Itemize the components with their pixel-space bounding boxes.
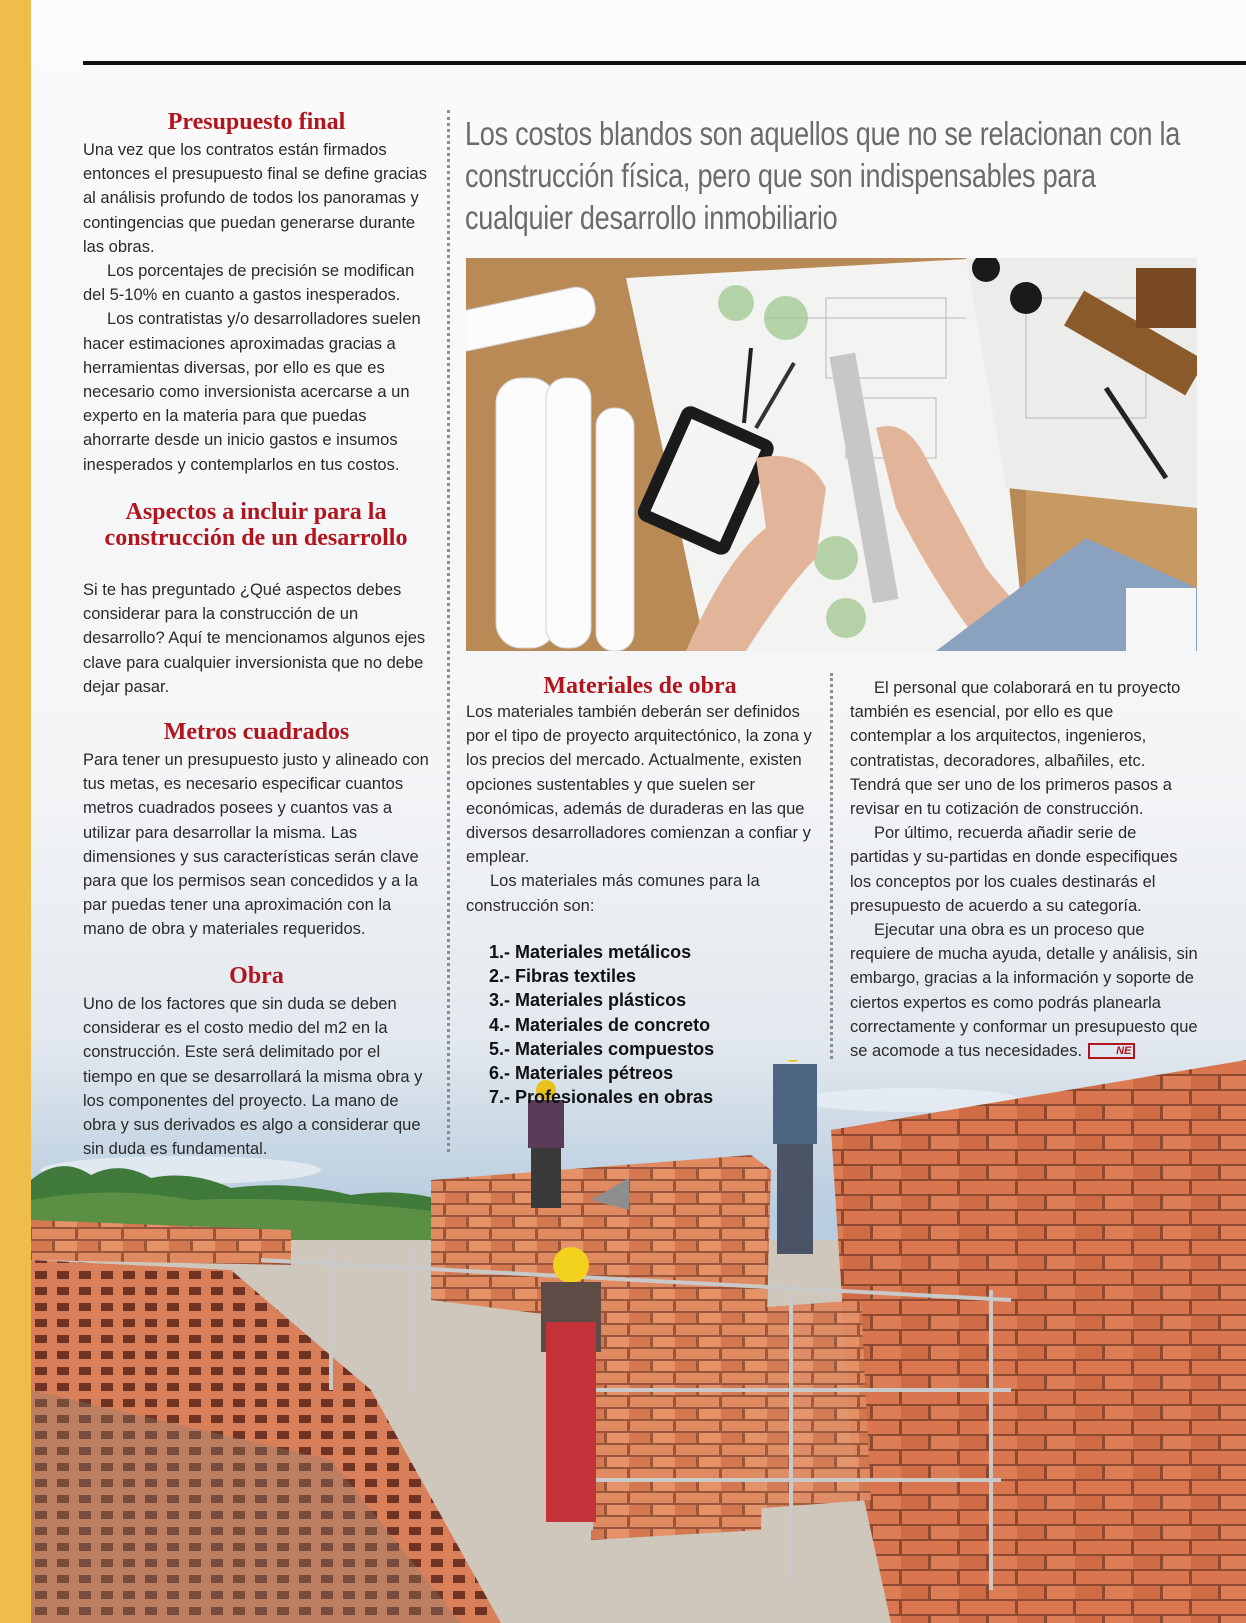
heading-obra: Obra <box>229 963 284 989</box>
column-divider-left <box>447 110 450 1152</box>
heading-metros-cuadrados: Metros cuadrados <box>163 719 350 745</box>
page-edge-accent <box>0 0 31 1623</box>
paragraph: Los materiales más comunes para la construcción son: <box>466 872 760 915</box>
paragraph: Una vez que los contratos están firmados entonces el presupuesto final se define gracias al análisis profundo de todos los panoramas y contingencias que puedan generarse durante las obras. <box>83 141 427 256</box>
paragraph: El personal que colaborará en tu proyecto también es esencial, por ello es que contemplar a los arquitectos, ingenieros, contratistas, decoradores, albañiles, etc. Tendrá que ser uno de los primeros pasos a revisar en tu cotización de construcción. <box>850 679 1181 819</box>
heading-presupuesto-final: Presupuesto final <box>167 109 346 135</box>
top-rule <box>83 61 1246 65</box>
paragraph: Los porcentajes de precisión se modifican del 5-10% en cuanto a gastos inesperados. <box>83 262 415 305</box>
heading-aspectos-a-incluir: Aspectos a incluir para la construcción de un desarrollo <box>104 499 408 551</box>
list-item: 6.- Materiales pétreos <box>489 1063 674 1084</box>
paragraph: Los contratistas y/o desarrolladores suelen hacer estimaciones aproximadas gracias a herramientas diversas, por ello es que es necesario como inversionista acercarse a un experto en la materia para que puedas ahorrarte desde un inicio gastos e insumos inesperados y contemplarlos en tus costos. <box>83 310 421 474</box>
list-item: 3.- Materiales plásticos <box>489 990 687 1011</box>
paragraph: Para tener un presupuesto justo y alineado con tus metas, es necesario especificar cuantos metros cuadrados posees y cuantos vas a utilizar para desarrollar la misma. Las dimensiones y sus características serán clave para que los permisos sean concedidos y a la par puedas tener una aproximación con la mano de obra y materiales requeridos. <box>83 751 429 939</box>
materials-list <box>489 940 714 1109</box>
materiales-body <box>466 700 816 918</box>
pull-quote: Los costos blandos son aquellos que no se relacionan con la construcción física, pero que son indispensables para cualquier desarrollo inmobiliario <box>465 115 1181 236</box>
paragraph: Por último, recuerda añadir serie de partidas y su-partidas en donde especifiques los conceptos por los cuales destinarás el presupuesto de acuerdo a su categoría. <box>850 824 1178 915</box>
obra-body <box>83 992 433 1161</box>
presupuesto-body <box>83 138 433 477</box>
paragraph: Los materiales también deberán ser definidos por el tipo de proyecto arquitectónico, la zona y los precios del mercado. Actualmente, existen opciones sustentables y que suelen ser económicas, además de duraderas en las que diversos desarrolladores comienzan a confiar y emplear. <box>466 703 812 867</box>
metros-body <box>83 748 433 942</box>
list-item: 4.- Materiales de concreto <box>489 1014 711 1035</box>
end-of-article-mark: NE <box>1088 1043 1135 1059</box>
architect-desk-photo <box>466 258 1197 651</box>
heading-materiales-de-obra: Materiales de obra <box>543 673 737 699</box>
paragraph: Uno de los factores que sin duda se deben considerar es el costo medio del m2 en la construcción. Este será delimitado por el tiempo en que se desarrollará la misma obra y los componentes del proyecto. La mano de obra y sus derivados es algo a considerar que sin duda es fundamental. <box>83 995 423 1159</box>
list-item: 5.- Materiales compuestos <box>489 1038 715 1059</box>
list-item: 1.- Materiales metálicos <box>489 942 692 962</box>
list-item: 2.- Fibras textiles <box>489 966 637 987</box>
paragraph: Si te has preguntado ¿Qué aspectos debes considerar para la construcción de un desarrollo? Aquí te mencionamos algunos ejes clave para cualquier inversionista que no debe dejar pasar. <box>83 581 426 696</box>
closing-text: Ejecutar una obra es un proceso que requiere de mucha ayuda, detalle y análisis, sin embargo, gracias a la información y soporte de ciertos expertos es como podrás planearla correctamente y conformar un presupuesto que se acomode a tus necesidades. <box>850 921 1198 1061</box>
column-divider-right <box>830 673 833 1059</box>
paragraph <box>850 918 1198 1063</box>
personal-body <box>850 676 1198 1063</box>
list-item: 7.- Profesionales en obras <box>489 1087 714 1108</box>
aspectos-body <box>83 578 433 699</box>
